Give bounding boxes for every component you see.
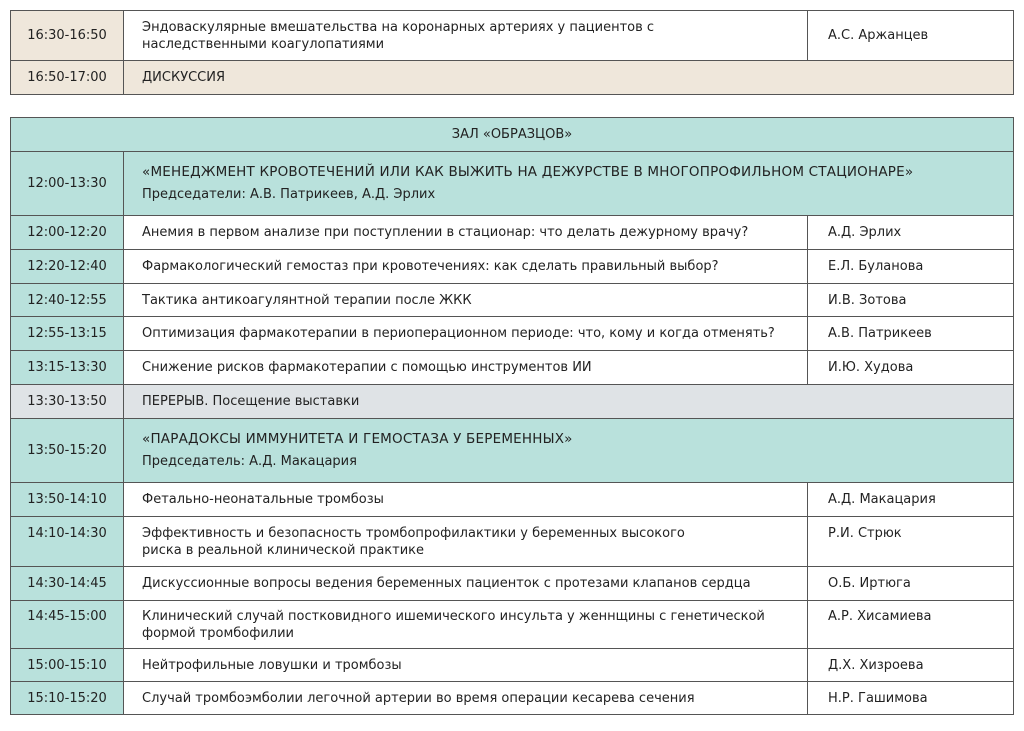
break-row	[11, 385, 1013, 419]
hall-title: ЗАЛ «ОБРАЗЦОВ»	[11, 118, 1013, 151]
speaker-name: О.Б. Иртюга	[807, 567, 1013, 600]
table-row	[11, 567, 1013, 601]
table-row	[11, 649, 1013, 682]
session-header-row	[11, 152, 1013, 216]
time-cell: 12:00-12:20	[11, 216, 124, 249]
discussion-label: ДИСКУССИЯ	[124, 61, 1013, 94]
table-row	[11, 284, 1013, 317]
talk-title: Фармакологический гемостаз при кровотечениях: как сделать правильный выбор?	[124, 250, 807, 283]
time-cell: 13:30-13:50	[11, 385, 124, 418]
schedule-table-previous	[10, 10, 1014, 95]
time-cell: 14:10-14:30	[11, 517, 124, 566]
time-cell: 12:55-13:15	[11, 317, 124, 350]
talk-title: Эндоваскулярные вмешательства на коронарных артериях у пациентов с наследственными коагулопатиями	[124, 11, 807, 60]
speaker-name: И.Ю. Худова	[807, 351, 1013, 384]
discussion-row	[11, 61, 1013, 95]
table-row	[11, 601, 1013, 649]
talk-title: Клинический случай постковидного ишемического инсульта у женнщины с генетической формой тромбофилии	[124, 601, 807, 648]
time-cell: 12:00-13:30	[11, 152, 124, 215]
speaker-name: А.Д. Макацария	[807, 483, 1013, 516]
time-cell: 16:30-16:50	[11, 11, 124, 60]
session-chairs: Председатель: А.Д. Макацария	[142, 454, 357, 469]
talk-title: Анемия в первом анализе при поступлении в стационар: что делать дежурному врачу?	[124, 216, 807, 249]
time-cell: 14:45-15:00	[11, 601, 124, 648]
speaker-name: Р.И. Стрюк	[807, 517, 1013, 566]
table-row	[11, 11, 1013, 61]
time-cell: 12:20-12:40	[11, 250, 124, 283]
talk-title: Дискуссионные вопросы ведения беременных пациенток с протезами клапанов сердца	[124, 567, 807, 600]
talk-title: Оптимизация фармакотерапии в периоперационном периоде: что, кому и когда отменять?	[124, 317, 807, 350]
speaker-name: Д.Х. Хизроева	[807, 649, 1013, 681]
speaker-name: А.С. Аржанцев	[807, 11, 1013, 60]
time-cell: 15:00-15:10	[11, 649, 124, 681]
table-row	[11, 517, 1013, 567]
table-row	[11, 250, 1013, 284]
time-cell: 14:30-14:45	[11, 567, 124, 600]
time-cell: 13:50-15:20	[11, 419, 124, 482]
session-title: «МЕНЕДЖМЕНТ КРОВОТЕЧЕНИЙ ИЛИ КАК ВЫЖИТЬ НА ДЕЖУРСТВЕ В МНОГОПРОФИЛЬНОМ СТАЦИОНАРЕ»	[142, 164, 914, 180]
talk-title: Эффективность и безопасность тромбопрофилактики у беременных высокого риска в реальной клинической практике	[124, 517, 807, 566]
table-row	[11, 351, 1013, 385]
session-title: «ПАРАДОКСЫ ИММУНИТЕТА И ГЕМОСТАЗА У БЕРЕМЕННЫХ»	[142, 431, 573, 447]
session-header-row	[11, 419, 1013, 483]
talk-title: Случай тромбоэмболии легочной артерии во время операции кесарева сечения	[124, 682, 807, 714]
schedule-table-hall	[10, 117, 1014, 715]
time-cell: 12:40-12:55	[11, 284, 124, 316]
session-chairs: Председатели: А.В. Патрикеев, А.Д. Эрлих	[142, 187, 436, 202]
speaker-name: А.Д. Эрлих	[807, 216, 1013, 249]
talk-title: Нейтрофильные ловушки и тромбозы	[124, 649, 807, 681]
talk-title: Снижение рисков фармакотерапии с помощью инструментов ИИ	[124, 351, 807, 384]
table-row	[11, 317, 1013, 351]
table-row	[11, 483, 1013, 517]
time-cell: 13:50-14:10	[11, 483, 124, 516]
table-row	[11, 682, 1013, 715]
session-block	[124, 152, 1013, 215]
talk-title: Тактика антикоагулянтной терапии после ЖКК	[124, 284, 807, 316]
time-cell: 13:15-13:30	[11, 351, 124, 384]
speaker-name: А.Р. Хисамиева	[807, 601, 1013, 648]
table-row	[11, 216, 1013, 250]
speaker-name: Н.Р. Гашимова	[807, 682, 1013, 714]
session-block	[124, 419, 1013, 482]
speaker-name: И.В. Зотова	[807, 284, 1013, 316]
time-cell: 15:10-15:20	[11, 682, 124, 714]
speaker-name: Е.Л. Буланова	[807, 250, 1013, 283]
time-cell: 16:50-17:00	[11, 61, 124, 94]
hall-header-row	[11, 118, 1013, 152]
talk-title: Фетально-неонатальные тромбозы	[124, 483, 807, 516]
speaker-name: А.В. Патрикеев	[807, 317, 1013, 350]
break-label: ПЕРЕРЫВ. Посещение выставки	[124, 385, 1013, 418]
